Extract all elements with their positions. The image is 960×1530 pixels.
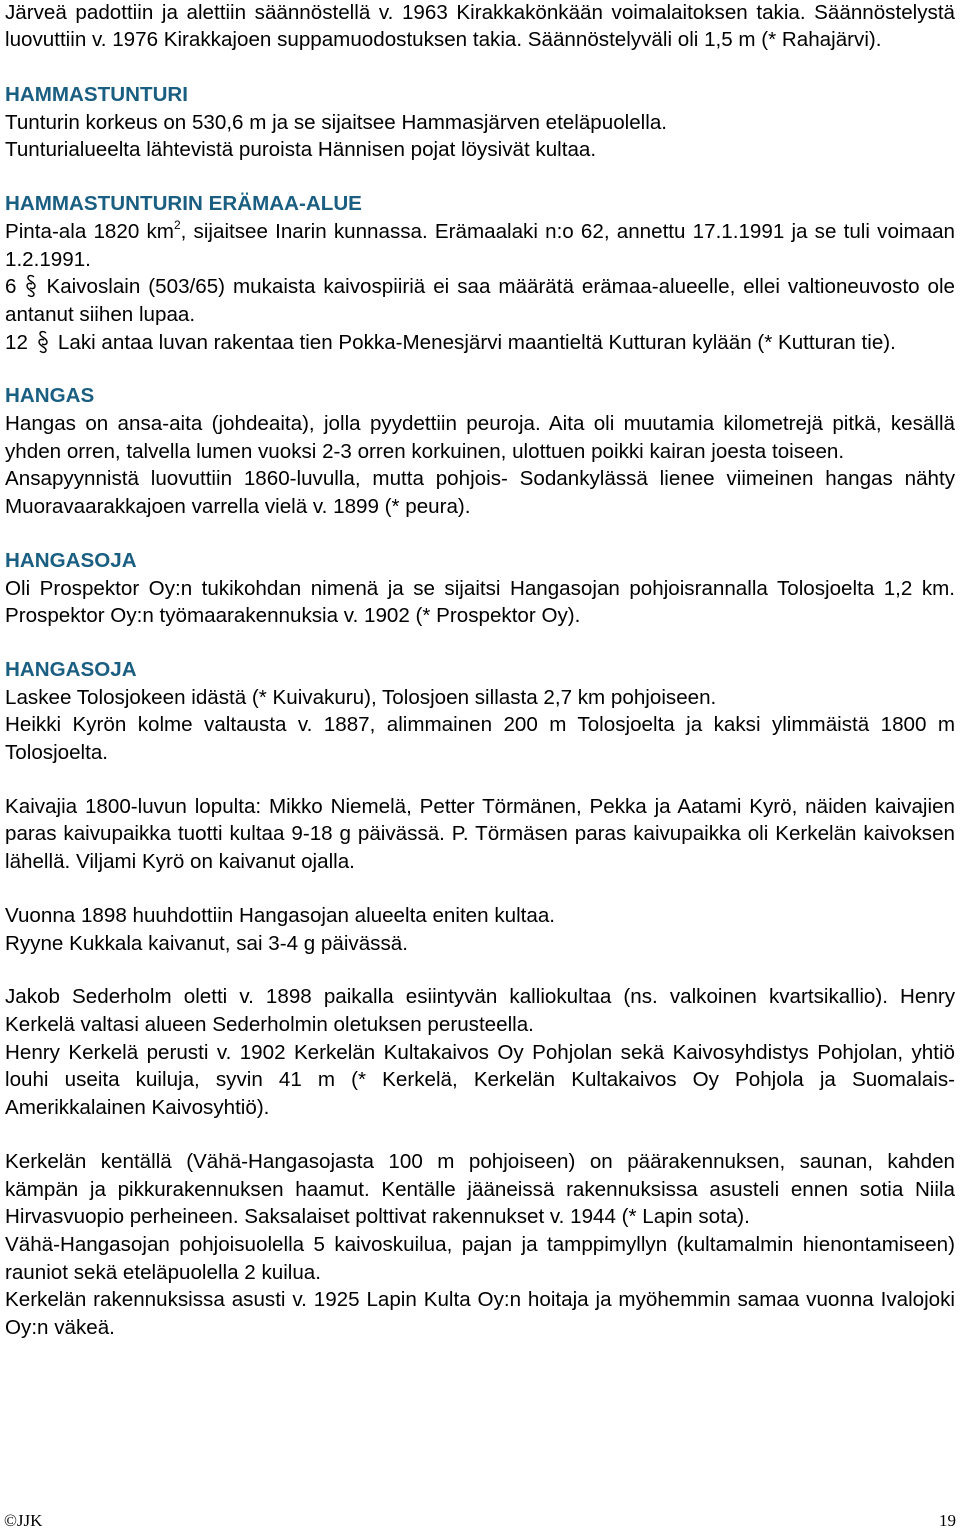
page-number: 19 [939, 1511, 956, 1530]
body-paragraph: Laskee Tolosjokeen idästä (* Kuivakuru), Tolosjoen sillasta 2,7 km pohjoiseen. [5, 685, 717, 709]
copyright-text: ©JJK [4, 1511, 43, 1530]
area-paragraph [5, 218, 955, 273]
body-paragraph: Heikki Kyrön kolme valtausta v. 1887, alimmainen 200 m Tolosjoelta ja kaksi ylimmäistä 1800 m Tolosjoelta. [5, 713, 955, 765]
law-item [5, 273, 955, 328]
body-paragraph: Kaivajia 1800-luvun lopulta: Mikko Niemelä, Petter Törmänen, Pekka ja Aatami Kyrö, näiden kaivajien paras kaivupaikka tuotti kultaa 9-18 g päivässä. P. Törmäsen paras kaivupaikka oli Kerkelän kaivoksen lähellä. Viljami Kyrö on kaivanut ojalla. [5, 794, 955, 874]
body-paragraph: Ryyne Kukkala kaivanut, sai 3-4 g päivässä. [5, 931, 408, 955]
law-item [5, 329, 955, 357]
section-heading: HAMMASTUNTURIN ERÄMAA-ALUE [5, 192, 362, 216]
document-page [5, 0, 955, 1342]
law-item-number: 6 [5, 275, 17, 299]
body-paragraph: Kerkelän rakennuksissa asusti v. 1925 Lapin Kulta Oy:n hoitaja ja myöhemmin samaa vuonna Ivalojoki Oy:n väkeä. [5, 1288, 955, 1340]
section-hammastunturin-eramaa-alue [5, 190, 955, 356]
body-text: Tunturin korkeus on 530,6 m ja se sijaitsee Hammasjärven eteläpuolella. [5, 110, 668, 134]
body-paragraph: Kerkelän kentällä (Vähä-Hangasojasta 100 m pohjoiseen) on päärakennuksen, saunan, kahden kämpän ja pikkurakennuksen haamut. Kentälle jääneissä rakennuksissa asusteli ennen sotia Niila Hirvasvuopio perheineen. Saksalaiset polttivat rakennukset v. 1944 (* Lapin sota). [5, 1149, 955, 1229]
body-paragraph: Vähä-Hangasojan pohjoisuolella 5 kaivoskuilua, pajan ja tamppimyllyn (kultamalmin hienontamiseen) rauniot sekä eteläpuolella 2 kuilua. [5, 1232, 955, 1284]
section-heading: HANGASOJA [5, 657, 137, 681]
section-heading: HAMMASTUNTURI [5, 83, 189, 106]
area-text: Pinta-ala 1820 km [5, 219, 174, 243]
section-heading: HANGASOJA [5, 548, 137, 572]
law-item-number: 12 [5, 330, 28, 354]
intro-paragraph: Järveä padottiin ja alettiin säännöstellä v. 1963 Kirakkakönkään voimalaitoksen takia. Säännöstelystä luovuttiin v. 1976 Kirakkajoen suppamuodostuksen takia. Säännöstelyväli oli 1,5 m (* Rahajärvi). [5, 1, 955, 51]
page-footer [0, 1512, 960, 1530]
body-paragraph: Oli Prospektor Oy:n tukikohdan nimenä ja se sijaitsi Hangasojan pohjoisrannalla Tolosjoelta 1,2 km. Prospektor Oy:n työmaarakennuksia v. 1902 (* Prospektor Oy). [5, 576, 955, 628]
superscript: 2 [173, 217, 181, 232]
section-heading: HANGAS [5, 384, 95, 408]
section-hangasoja-2 [5, 656, 955, 1342]
body-paragraph: Hangas on ansa-aita (johdeaita), jolla pyydettiin peuroja. Aita oli muutamia kilometrejä pitkä, kesällä yhden orren, talvella lumen vuoksi 2-3 orren korkuinen, ulottuen poikki kairan joesta toiseen. [5, 412, 955, 463]
section-sign-icon [24, 274, 38, 298]
section-hangasoja-1 [5, 547, 955, 630]
section-sign-icon [36, 330, 50, 354]
law-item-text: Kaivoslain (503/65) mukaista kaivospiiriä ei saa määrätä erämaa-alueelle, ellei valtioneuvosto ole antanut siihen lupaa. [5, 275, 955, 326]
body-paragraph: Vuonna 1898 huuhdottiin Hangasojan alueelta eniten kultaa. [5, 903, 555, 927]
body-paragraph: Ansapyynnistä luovuttiin 1860-luvulla, mutta pohjois- Sodankylässä lienee viimeinen hangas nähty Muoravaarakkajoen varrella vielä v. 1899 (* peura). [5, 467, 955, 519]
law-item-text: Laki antaa luvan rakentaa tien Pokka-Menesjärvi maantieltä Kutturan kylään (* Kutturan tie). [57, 330, 896, 354]
section-hammastunturi [5, 81, 955, 164]
body-text: Tunturialueelta lähtevistä puroista Hännisen pojat löysivät kultaa. [5, 138, 597, 162]
body-paragraph: Jakob Sederholm oletti v. 1898 paikalla esiintyvän kalliokultaa (ns. valkoinen kvartsikallio). Henry Kerkelä valtasi alueen Sederholmin oletuksen perusteella. [5, 985, 955, 1036]
body-paragraph: Henry Kerkelä perusti v. 1902 Kerkelän Kultakaivos Oy Pohjolan sekä Kaivosyhdistys Pohjolan, yhtiö louhi useita kuiluja, syvin 41 m (* Kerkelä, Kerkelän Kultakaivos Oy Pohjola ja Suomalais-Amerikkalainen Kaivosyhtiö). [5, 1040, 955, 1120]
section-hangas [5, 382, 955, 521]
area-text-rest: , sijaitsee Inarin kunnassa. Erämaalaki n:o 62, annettu 17.1.1991 ja se tuli voimaan 1.2.1991. [5, 219, 955, 271]
